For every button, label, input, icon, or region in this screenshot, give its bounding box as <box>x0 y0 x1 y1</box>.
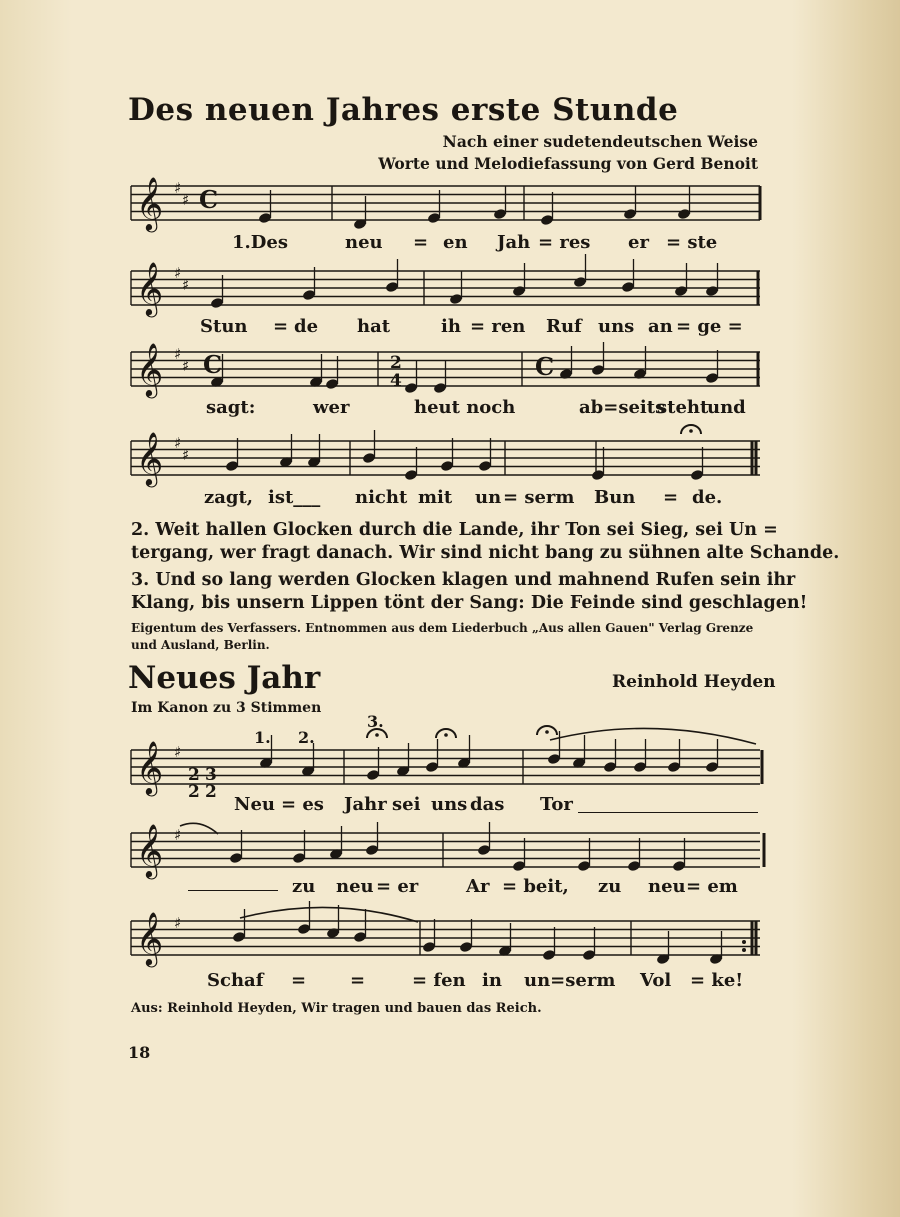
song1-lyric-1-2: neu <box>345 232 383 253</box>
time-signature: 2 <box>205 782 217 802</box>
song1-title: Des neuen Jahres erste Stunde <box>128 92 679 128</box>
song1-lyric-3-2: wer <box>313 397 350 418</box>
copyright-line1: Eigentum des Verfassers. Entnommen aus dem Liederbuch „Aus allen Gauen" Verlag Grenze <box>131 621 754 635</box>
song2-lyric-2-3: = er <box>376 876 419 897</box>
verse3-line2: Klang, bis unsern Lippen tönt der Sang: Die Feinde sind geschlagen! <box>131 593 808 613</box>
song2-subtitle: Im Kanon zu 3 Stimmen <box>131 700 322 716</box>
verse3-line1: 3. Und so lang werden Glocken klagen und mahnend Rufen sein ihr <box>131 570 796 590</box>
sharp-icon: ♯ <box>174 743 182 761</box>
song1-lyric-2-5: ih <box>441 316 461 337</box>
song1-lyric-2-9: an <box>648 316 673 337</box>
copyright-line2: und Ausland, Berlin. <box>131 638 270 652</box>
song1-lyric-1-3: = <box>413 232 429 253</box>
song2-lyric-1-5: uns <box>431 794 468 815</box>
song1-lyric-4-1: zagt, <box>204 487 254 508</box>
extender-line-2 <box>188 890 278 891</box>
song1-lyric-3-3: heut noch <box>414 397 516 418</box>
song1-lyric-3-5: steht <box>657 397 709 418</box>
song1-lyric-2-10: = ge = <box>676 316 743 337</box>
song1-lyric-2-1: Stun <box>200 316 248 337</box>
song1-lyric-4-3: nicht <box>355 487 408 508</box>
song1-lyric-4-9: de. <box>692 487 723 508</box>
song1-lyric-4-8: = <box>663 487 679 508</box>
sharp-icon: ♯ <box>174 264 182 282</box>
song2-lyric-3-7: Vol <box>640 970 672 991</box>
treble-clef-icon: 𝄞 <box>136 176 164 230</box>
treble-clef-icon: 𝄞 <box>136 431 164 485</box>
song1-lyric-2-2: = <box>273 316 289 337</box>
treble-clef-icon: 𝄞 <box>136 261 164 315</box>
song1-lyric-3-6: und <box>707 397 746 418</box>
treble-clef-icon: 𝄞 <box>136 740 164 794</box>
song1-lyric-3-1: sagt: <box>206 397 256 418</box>
sharp-icon: ♯ <box>182 446 190 464</box>
sharp-icon: ♯ <box>182 357 190 375</box>
song2-source: Aus: Reinhold Heyden, Wir tragen und bauen das Reich. <box>131 1001 542 1016</box>
treble-clef-icon: 𝄞 <box>136 911 164 965</box>
song1-lyric-3-4: ab=seits <box>579 397 666 418</box>
song1-credit-line2: Worte und Melodiefassung von Gerd Benoit <box>378 154 758 173</box>
treble-clef-icon: 𝄞 <box>136 342 164 396</box>
song2-lyric-2-5: = beit, <box>502 876 569 897</box>
extender-line <box>578 812 758 813</box>
song1-lyric-2-7: Ruf <box>546 316 582 337</box>
song2-lyric-2-1: zu <box>292 876 316 897</box>
song1-lyric-1-5: Jah <box>497 232 531 253</box>
song2-lyric-3-3: = <box>350 970 366 991</box>
song2-title: Neues Jahr <box>128 660 321 696</box>
kanon-entry-2: 2. <box>298 728 315 747</box>
song2-lyric-3-5: in <box>482 970 502 991</box>
song2-lyric-1-4: sei <box>392 794 421 815</box>
song2-lyric-2-4: Ar <box>466 876 490 897</box>
song1-lyric-4-2: ist___ <box>268 487 321 508</box>
sharp-icon: ♯ <box>174 826 182 844</box>
song1-lyric-2-8: uns <box>598 316 635 337</box>
song2-lyric-2-6: zu <box>598 876 622 897</box>
song2-lyric-3-1: Schaf <box>207 970 264 991</box>
song1-lyric-4-4: mit <box>418 487 453 508</box>
slur <box>240 907 418 922</box>
song1-lyric-2-6: = ren <box>470 316 526 337</box>
song1-lyric-2-4: hat <box>357 316 391 337</box>
kanon-entry-3: 3. <box>367 712 384 731</box>
song1-lyric-1-1: 1.Des <box>232 232 288 253</box>
time-signature: 2 <box>188 765 200 785</box>
sharp-icon: ♯ <box>182 276 190 294</box>
sharp-icon: ♯ <box>174 179 182 197</box>
song1-lyric-4-6: = serm <box>503 487 575 508</box>
time-signature: 2 <box>188 782 200 802</box>
song2-lyric-2-8: = em <box>686 876 738 897</box>
song2-author: Reinhold Heyden <box>612 672 776 692</box>
song1-lyric-4-7: Bun <box>594 487 636 508</box>
song2-lyric-1-7: Tor <box>540 794 573 815</box>
song1-lyric-4-5: un <box>475 487 502 508</box>
song2-lyric-1-2: = es <box>281 794 324 815</box>
song1-lyric-1-7: er <box>628 232 649 253</box>
song2-lyric-3-8: = ke! <box>690 970 744 991</box>
song1-lyric-1-8: = ste <box>666 232 718 253</box>
time-signature: 3 <box>205 765 217 785</box>
song2-lyric-1-1: Neu <box>234 794 275 815</box>
verse2-line1: 2. Weit hallen Glocken durch die Lande, ihr Ton sei Sieg, sei Un = <box>131 520 778 540</box>
song2-lyric-3-2: = <box>291 970 307 991</box>
song2-lyric-1-3: Jahr <box>344 794 387 815</box>
song1-lyric-1-6: = res <box>538 232 591 253</box>
song2-lyric-3-6: un=serm <box>524 970 616 991</box>
sharp-icon: ♯ <box>182 191 190 209</box>
sharp-icon: ♯ <box>174 345 182 363</box>
song2-lyric-1-6: das <box>470 794 505 815</box>
time-signature: C <box>535 352 555 381</box>
slur <box>550 728 756 744</box>
time-signature: C <box>199 185 219 214</box>
page-number: 18 <box>128 1043 151 1062</box>
song2-lyric-3-4: = fen <box>412 970 466 991</box>
song1-credit-line1: Nach einer sudetendeutschen Weise <box>442 132 758 151</box>
song2-lyric-2-7: neu <box>648 876 686 897</box>
time-signature: C <box>203 350 223 379</box>
time-signature: 2 <box>390 353 402 373</box>
sharp-icon: ♯ <box>174 434 182 452</box>
song1-lyric-2-3: de <box>294 316 319 337</box>
song2-lyric-2-2: neu <box>336 876 374 897</box>
kanon-entry-1: 1. <box>254 728 271 747</box>
sharp-icon: ♯ <box>174 914 182 932</box>
treble-clef-icon: 𝄞 <box>136 823 164 877</box>
song1-lyric-1-4: en <box>443 232 468 253</box>
verse2-line2: tergang, wer fragt danach. Wir sind nicht bang zu sühnen alte Schande. <box>131 543 840 563</box>
time-signature: 4 <box>390 371 402 391</box>
